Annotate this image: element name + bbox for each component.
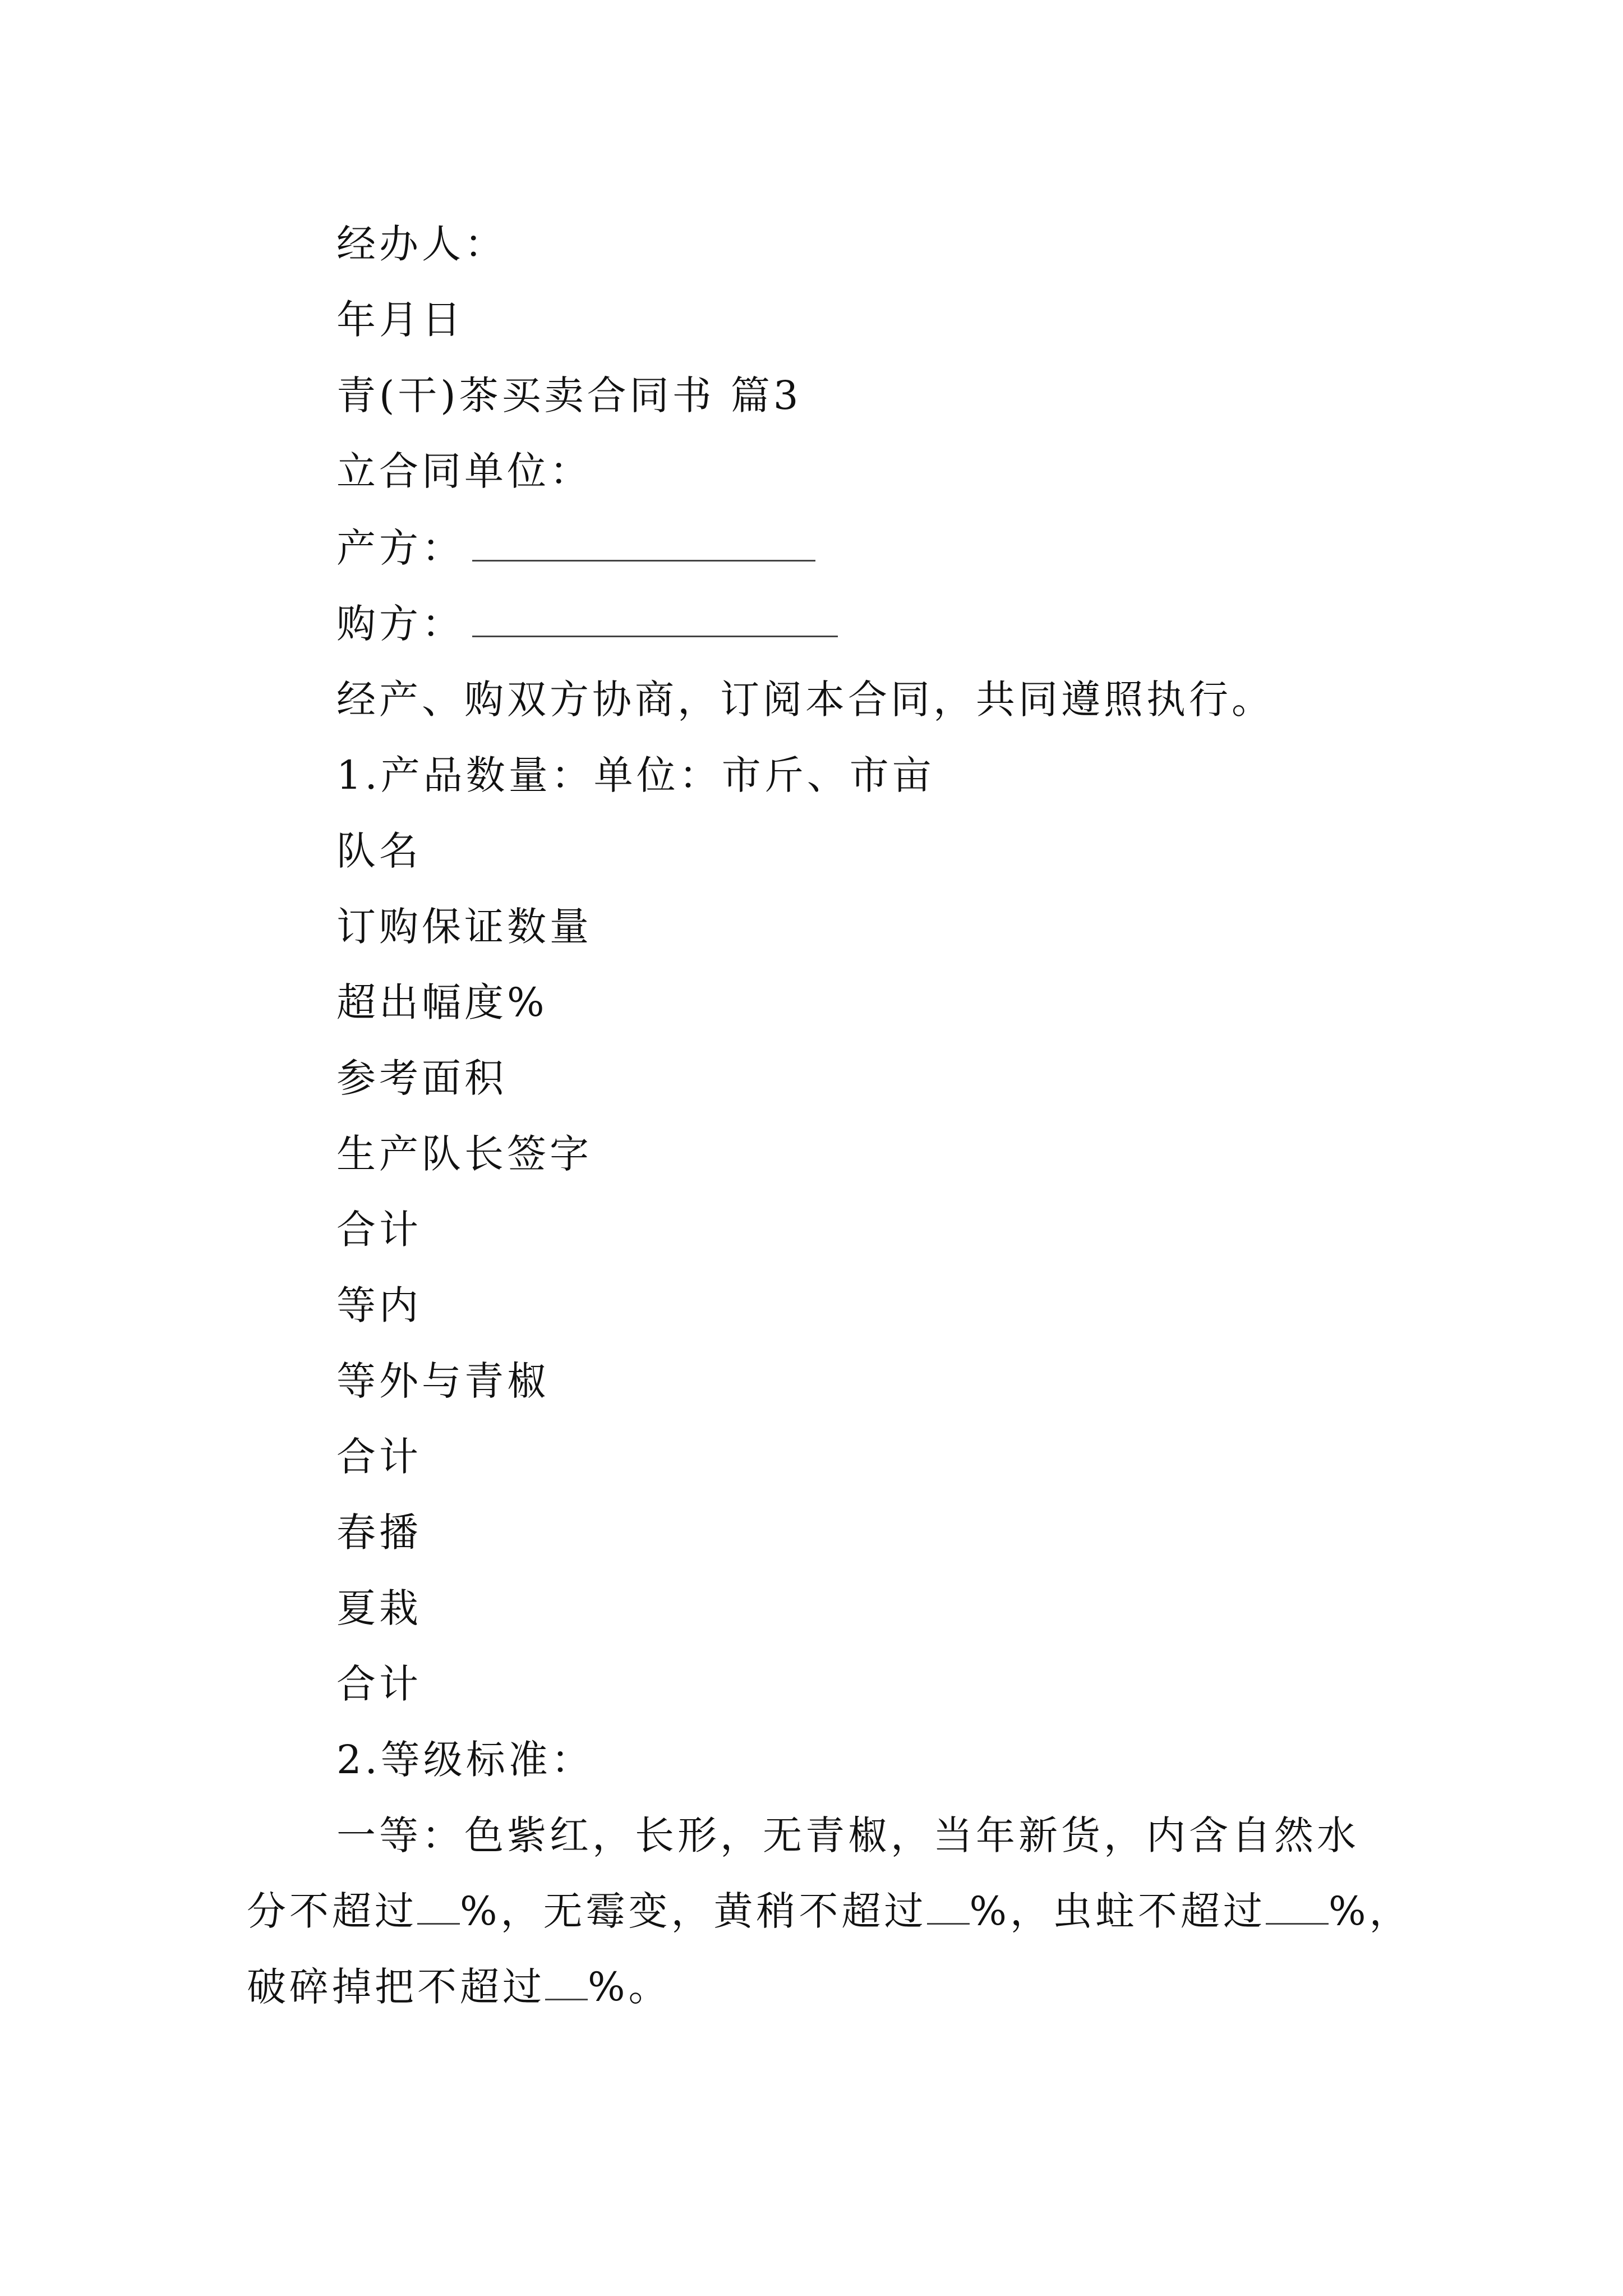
team-leader-signature-label: 生产队长签字	[336, 1131, 592, 1177]
grade-one-line-2	[247, 1889, 1412, 1934]
broken-text: 破碎掉把不超过	[247, 1964, 545, 2010]
grade-one-line-3	[247, 1964, 671, 2009]
mildew-text: %，无霉变，黄稍不超过	[460, 1888, 927, 1934]
contract-title: 青(干)茶买卖合同书 篇3	[336, 372, 802, 418]
guaranteed-quantity-label: 订购保证数量	[336, 904, 592, 950]
buyer-blank[interactable]	[472, 605, 838, 637]
producer-label: 产方：	[336, 525, 464, 571]
insect-text: %，虫蛀不超过	[969, 1888, 1266, 1934]
grade-within-label: 等内	[336, 1282, 422, 1328]
handler-label: 经办人：	[336, 221, 507, 267]
buyer-label: 购方：	[336, 601, 464, 647]
team-name-label: 队名	[336, 828, 422, 874]
grade-one-line-1: 一等：色紫红，长形，无青椒，当年新货，内含自然水	[336, 1812, 1359, 1858]
spring-sowing-label: 春播	[336, 1510, 422, 1556]
producer-blank[interactable]	[472, 530, 815, 562]
line-end-text: %，	[1329, 1888, 1412, 1934]
parties-heading: 立合同单位：	[336, 448, 592, 494]
agreement-sentence: 经产、购双方协商，订阅本合同，共同遵照执行。	[336, 677, 1274, 723]
off-grade-label: 等外与青椒	[336, 1358, 550, 1404]
total-label-2: 合计	[336, 1434, 422, 1480]
total-label-3: 合计	[336, 1661, 422, 1707]
broken-blank[interactable]	[545, 1971, 588, 2000]
moisture-blank[interactable]	[417, 1895, 460, 1925]
section-1-heading: 1.产品数量：单位：市斤、市亩	[336, 752, 935, 798]
broken-end-text: %。	[588, 1964, 671, 2010]
date-label: 年月日	[336, 297, 464, 343]
insect-blank[interactable]	[1266, 1895, 1329, 1925]
yellow-tip-blank[interactable]	[927, 1895, 970, 1925]
producer-line	[336, 526, 815, 570]
moisture-text: 分不超过	[247, 1888, 417, 1934]
total-label-1: 合计	[336, 1207, 422, 1253]
reference-area-label: 参考面积	[336, 1055, 507, 1101]
section-2-heading: 2.等级标准：	[336, 1737, 594, 1783]
excess-range-label: 超出幅度%	[336, 979, 548, 1025]
summer-planting-label: 夏栽	[336, 1585, 422, 1631]
buyer-line	[336, 601, 838, 646]
